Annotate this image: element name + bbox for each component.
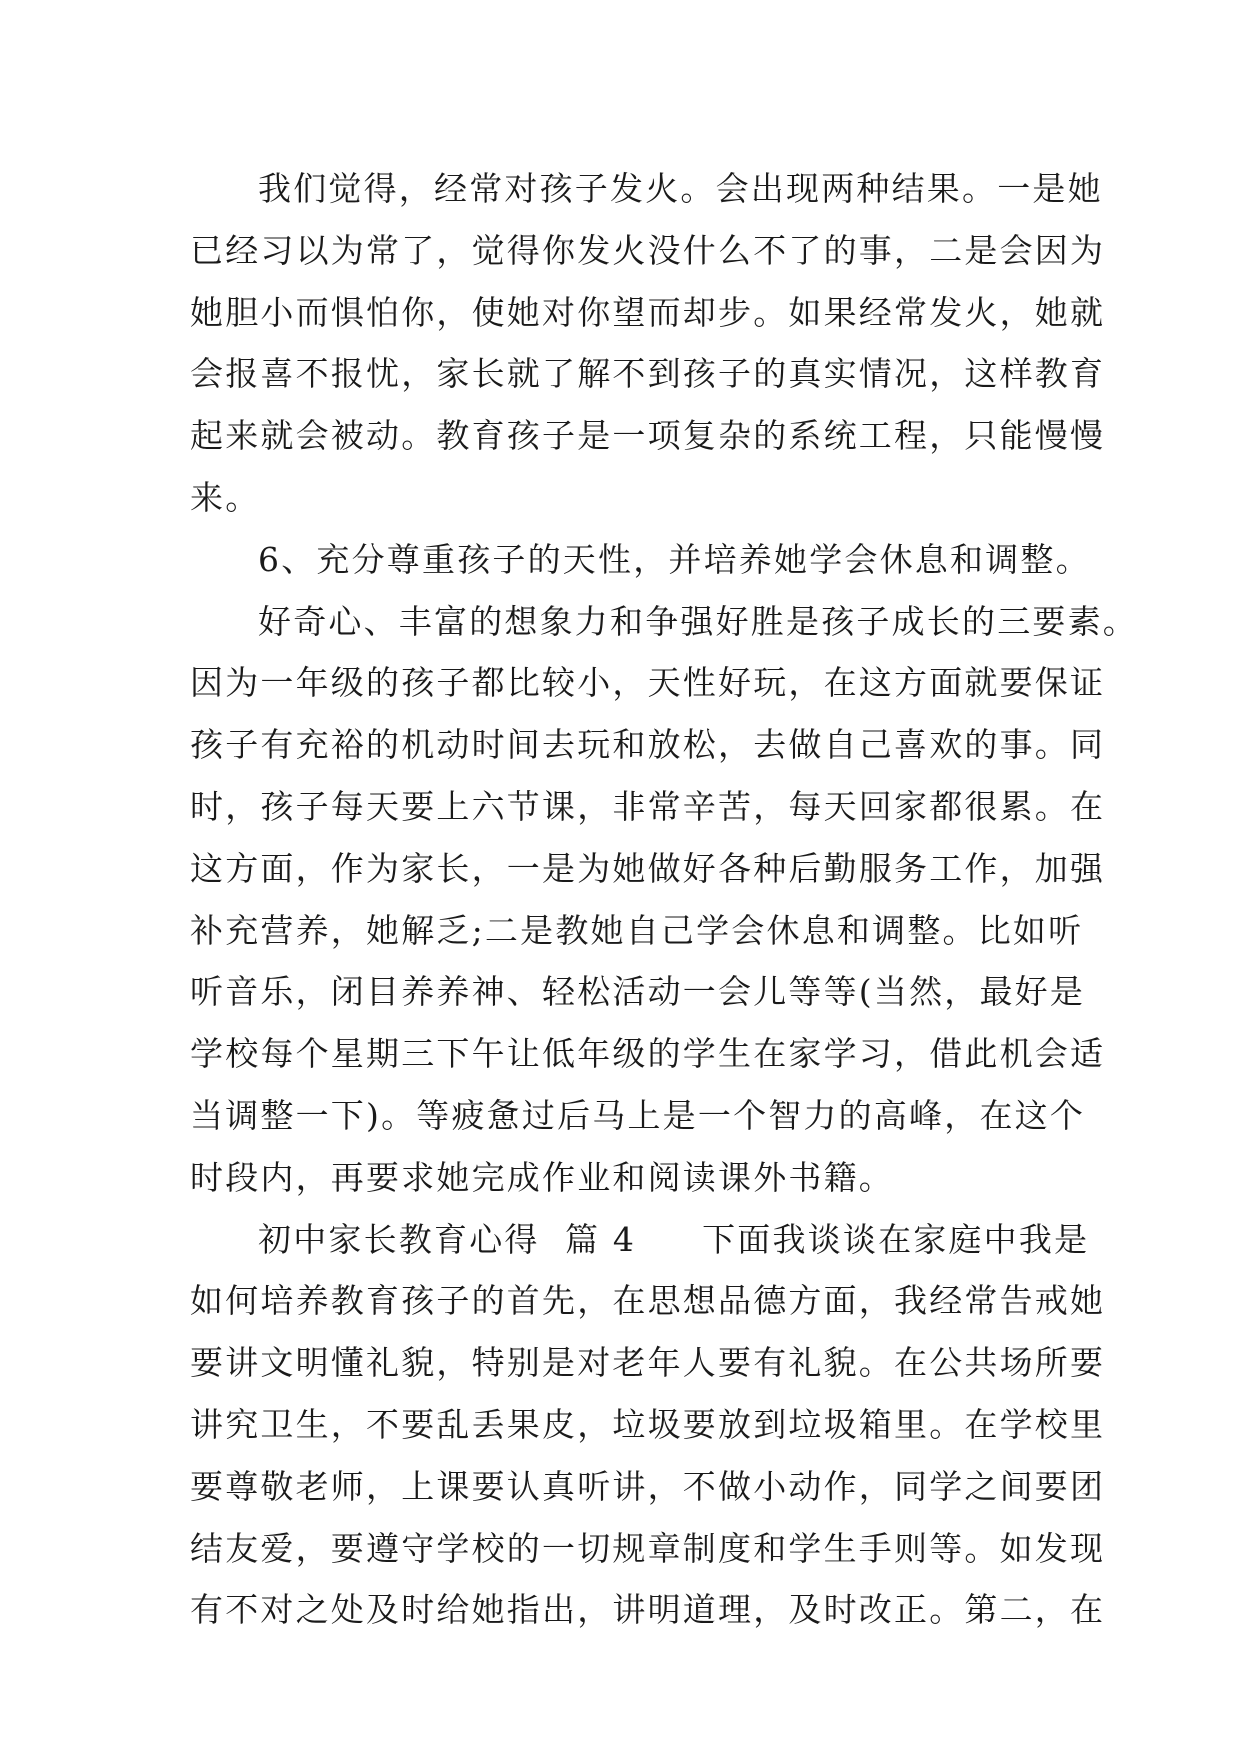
paragraph-2-line-8: 学校每个星期三下午让低年级的学生在家学习，借此机会适 bbox=[190, 1034, 1106, 1074]
section-6-heading: 6、充分尊重孩子的天性，并培养她学会休息和调整。 bbox=[258, 539, 1091, 579]
paragraph-1-line-4: 会报喜不报忧，家长就了解不到孩子的真实情况，这样教育 bbox=[190, 354, 1106, 394]
paragraph-2-line-7: 听音乐，闭目养养神、轻松活动一会儿等等(当然，最好是 bbox=[190, 972, 1086, 1012]
paragraph-1-line-6: 来。 bbox=[190, 477, 261, 517]
article-4-line-2: 要讲文明懂礼貌，特别是对老年人要有礼貌。在公共场所要 bbox=[190, 1343, 1106, 1383]
article-4-line-3: 讲究卫生，不要乱丢果皮，垃圾要放到垃圾箱里。在学校里 bbox=[190, 1404, 1106, 1444]
paragraph-1-line-3: 她胆小而惧怕你，使她对你望而却步。如果经常发火，她就 bbox=[190, 292, 1106, 332]
paragraph-2-line-10: 时段内，再要求她完成作业和阅读课外书籍。 bbox=[190, 1157, 894, 1197]
paragraph-1-line-1: 我们觉得，经常对孩子发火。会出现两种结果。一是她 bbox=[258, 169, 1103, 208]
paragraph-2-line-5: 这方面，作为家长，一是为她做好各种后勤服务工作，加强 bbox=[190, 848, 1106, 888]
article-4-heading-row bbox=[190, 1209, 1090, 1271]
paragraph-1-line-5: 起来就会被动。教育孩子是一项复杂的系统工程，只能慢慢 bbox=[190, 416, 1106, 456]
article-4-line-4: 要尊敬老师，上课要认真听讲，不做小动作，同学之间要团 bbox=[190, 1466, 1106, 1506]
document-body bbox=[190, 158, 1138, 1641]
article-4-line-1: 如何培养教育孩子的首先，在思想品德方面，我经常告戒她 bbox=[190, 1281, 1106, 1321]
article-4-first-line: 下面我谈谈在家庭中我是 bbox=[702, 1219, 1090, 1259]
paragraph-2-line-9: 当调整一下)。等疲惫过后马上是一个智力的高峰，在这个 bbox=[190, 1095, 1086, 1135]
paragraph-2-line-2: 因为一年级的孩子都比较小，天性好玩，在这方面就要保证 bbox=[190, 663, 1106, 703]
paragraph-1-line-2: 已经习以为常了，觉得你发火没什么不了的事，二是会因为 bbox=[190, 230, 1106, 270]
article-4-line-5: 结友爱，要遵守学校的一切规章制度和学生手则等。如发现 bbox=[190, 1528, 1106, 1568]
article-4-title: 初中家长教育心得 篇 4 bbox=[258, 1219, 637, 1259]
paragraph-2-line-3: 孩子有充裕的机动时间去玩和放松，去做自己喜欢的事。同 bbox=[190, 725, 1106, 765]
paragraph-2-line-1: 好奇心、丰富的想象力和争强好胜是孩子成长的三要素。 bbox=[258, 601, 1138, 641]
paragraph-2-line-6: 补充营养，她解乏;二是教她自己学会休息和调整。比如听 bbox=[190, 910, 1084, 950]
article-4-line-6: 有不对之处及时给她指出，讲明道理，及时改正。第二，在 bbox=[190, 1590, 1106, 1630]
paragraph-2-line-4: 时，孩子每天要上六节课，非常辛苦，每天回家都很累。在 bbox=[190, 786, 1106, 826]
